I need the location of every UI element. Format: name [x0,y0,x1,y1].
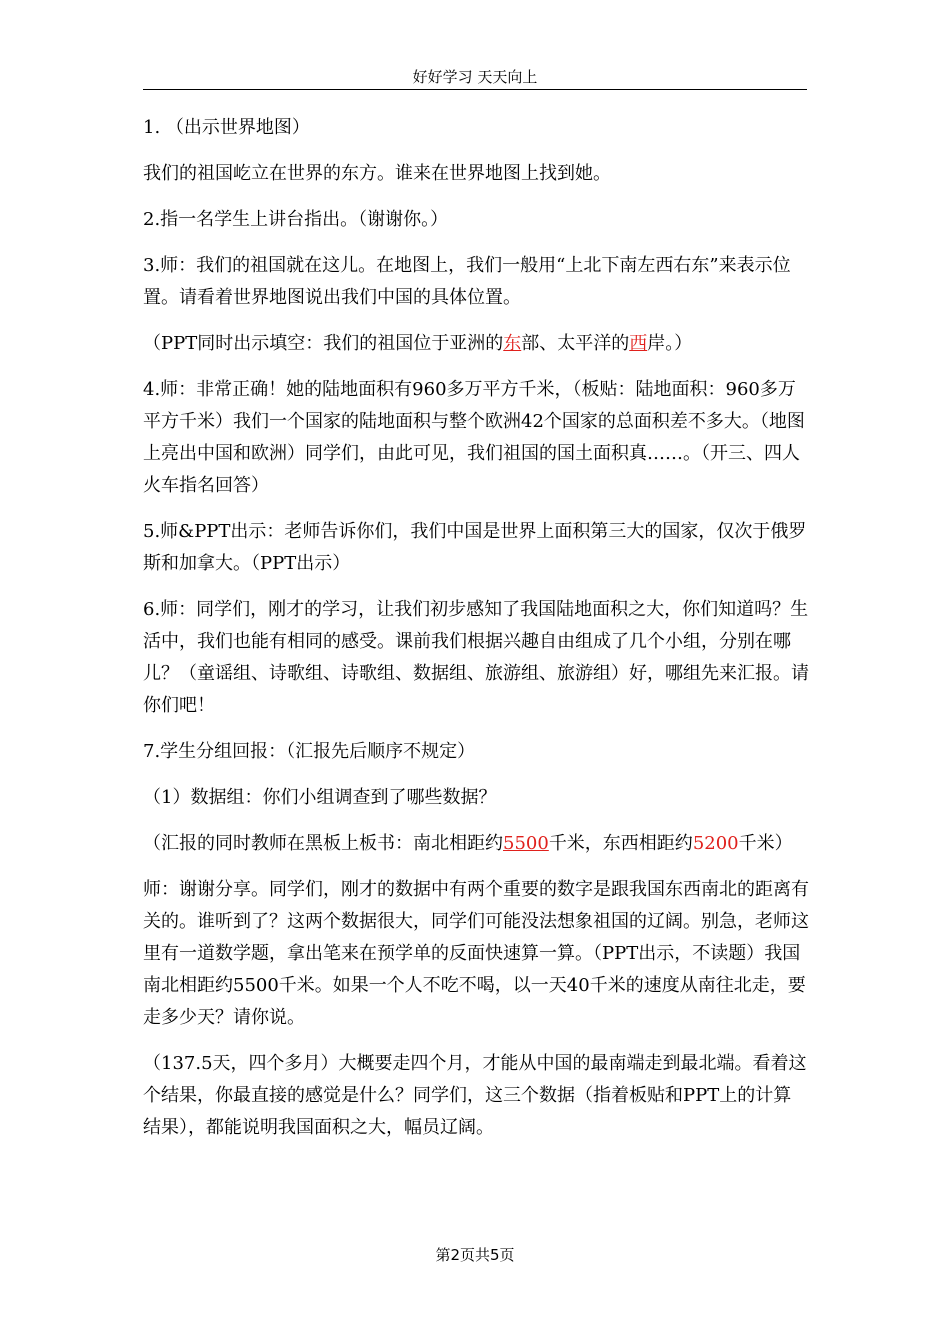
paragraph-12: 师：谢谢分享。同学们，刚才的数据中有两个重要的数字是跟我国东西南北的距离有关的。谁听到了？这两个数据很大，同学们可能没法想象祖国的辽阔。别急，老师这里有一道数学题，拿出笔来在预学单的反面快速算一算。（PPT出示，不读题）我国南北相距约5500千米。如果一个人不吃不喝，以一天40千米的速度从南往北走，要走多少天？请你说。 [143,879,809,1028]
paragraph-11-text-c: 千米） [738,833,793,854]
paragraph-11-text-a: （汇报的同时教师在黑板上板书：南北相距约 [143,833,503,854]
document-body [143,112,809,1158]
paragraph-1: 1. （出示世界地图） [143,117,310,138]
paragraph-11 [143,828,809,860]
page-footer: 第2页共5页 [435,1246,515,1264]
answer-east: 东 [503,333,522,354]
paragraph-4: 3.师：我们的祖国就在这儿。在地图上，我们一般用“上北下南左西右东”来表示位置。请看着世界地图说出我们中国的具体位置。 [143,255,791,308]
paragraph-2: 我们的祖国屹立在世界的东方。谁来在世界地图上找到她。 [143,163,611,184]
paragraph-9: 7.学生分组回报：（汇报先后顺序不规定） [143,741,476,762]
paragraph-11-text-b: 千米，东西相距约 [548,833,693,854]
distance-north-south: 5500 [503,833,549,854]
page-header: 好好学习 天天向上 [412,68,538,86]
paragraph-3: 2.指一名学生上讲台指出。（谢谢你。） [143,209,449,230]
answer-west: 西 [629,333,648,354]
paragraph-10: （1）数据组：你们小组调查到了哪些数据？ [143,787,497,808]
paragraph-5 [143,328,809,360]
paragraph-7: 5.师&PPT出示：老师告诉你们，我们中国是世界上面积第三大的国家，仅次于俄罗斯和加拿大。（PPT出示） [143,521,807,574]
distance-east-west: 5200 [692,833,739,854]
paragraph-8: 6.师：同学们，刚才的学习，让我们初步感知了我国陆地面积之大，你们知道吗？生活中，我们也能有相同的感受。课前我们根据兴趣自由组成了几个小组，分别在哪儿？（童谣组、诗歌组、诗歌组、数据组、旅游组、旅游组）好，哪组先来汇报。请你们吧！ [143,599,809,716]
paragraph-6: 4.师：非常正确！她的陆地面积有960多万平方千米，（板贴：陆地面积：960多万平方千米）我们一个国家的陆地面积与整个欧洲42个国家的总面积差不多大。（地图上亮出中国和欧洲）同学们，由此可见，我们祖国的国土面积真……。（开三、四人火车指名回答） [143,379,805,496]
paragraph-5-text-b: 部、太平洋的 [521,333,630,354]
paragraph-5-text-c: 岸。） [647,333,693,354]
paragraph-5-text-a: （PPT同时出示填空：我们的祖国位于亚洲的 [143,333,504,354]
header-divider [143,89,807,90]
paragraph-13: （137.5天，四个多月）大概要走四个月，才能从中国的最南端走到最北端。看着这个结果，你最直接的感觉是什么？同学们，这三个数据（指着板贴和PPT上的计算结果），都能说明我国面积之大，幅员辽阔。 [143,1053,807,1138]
